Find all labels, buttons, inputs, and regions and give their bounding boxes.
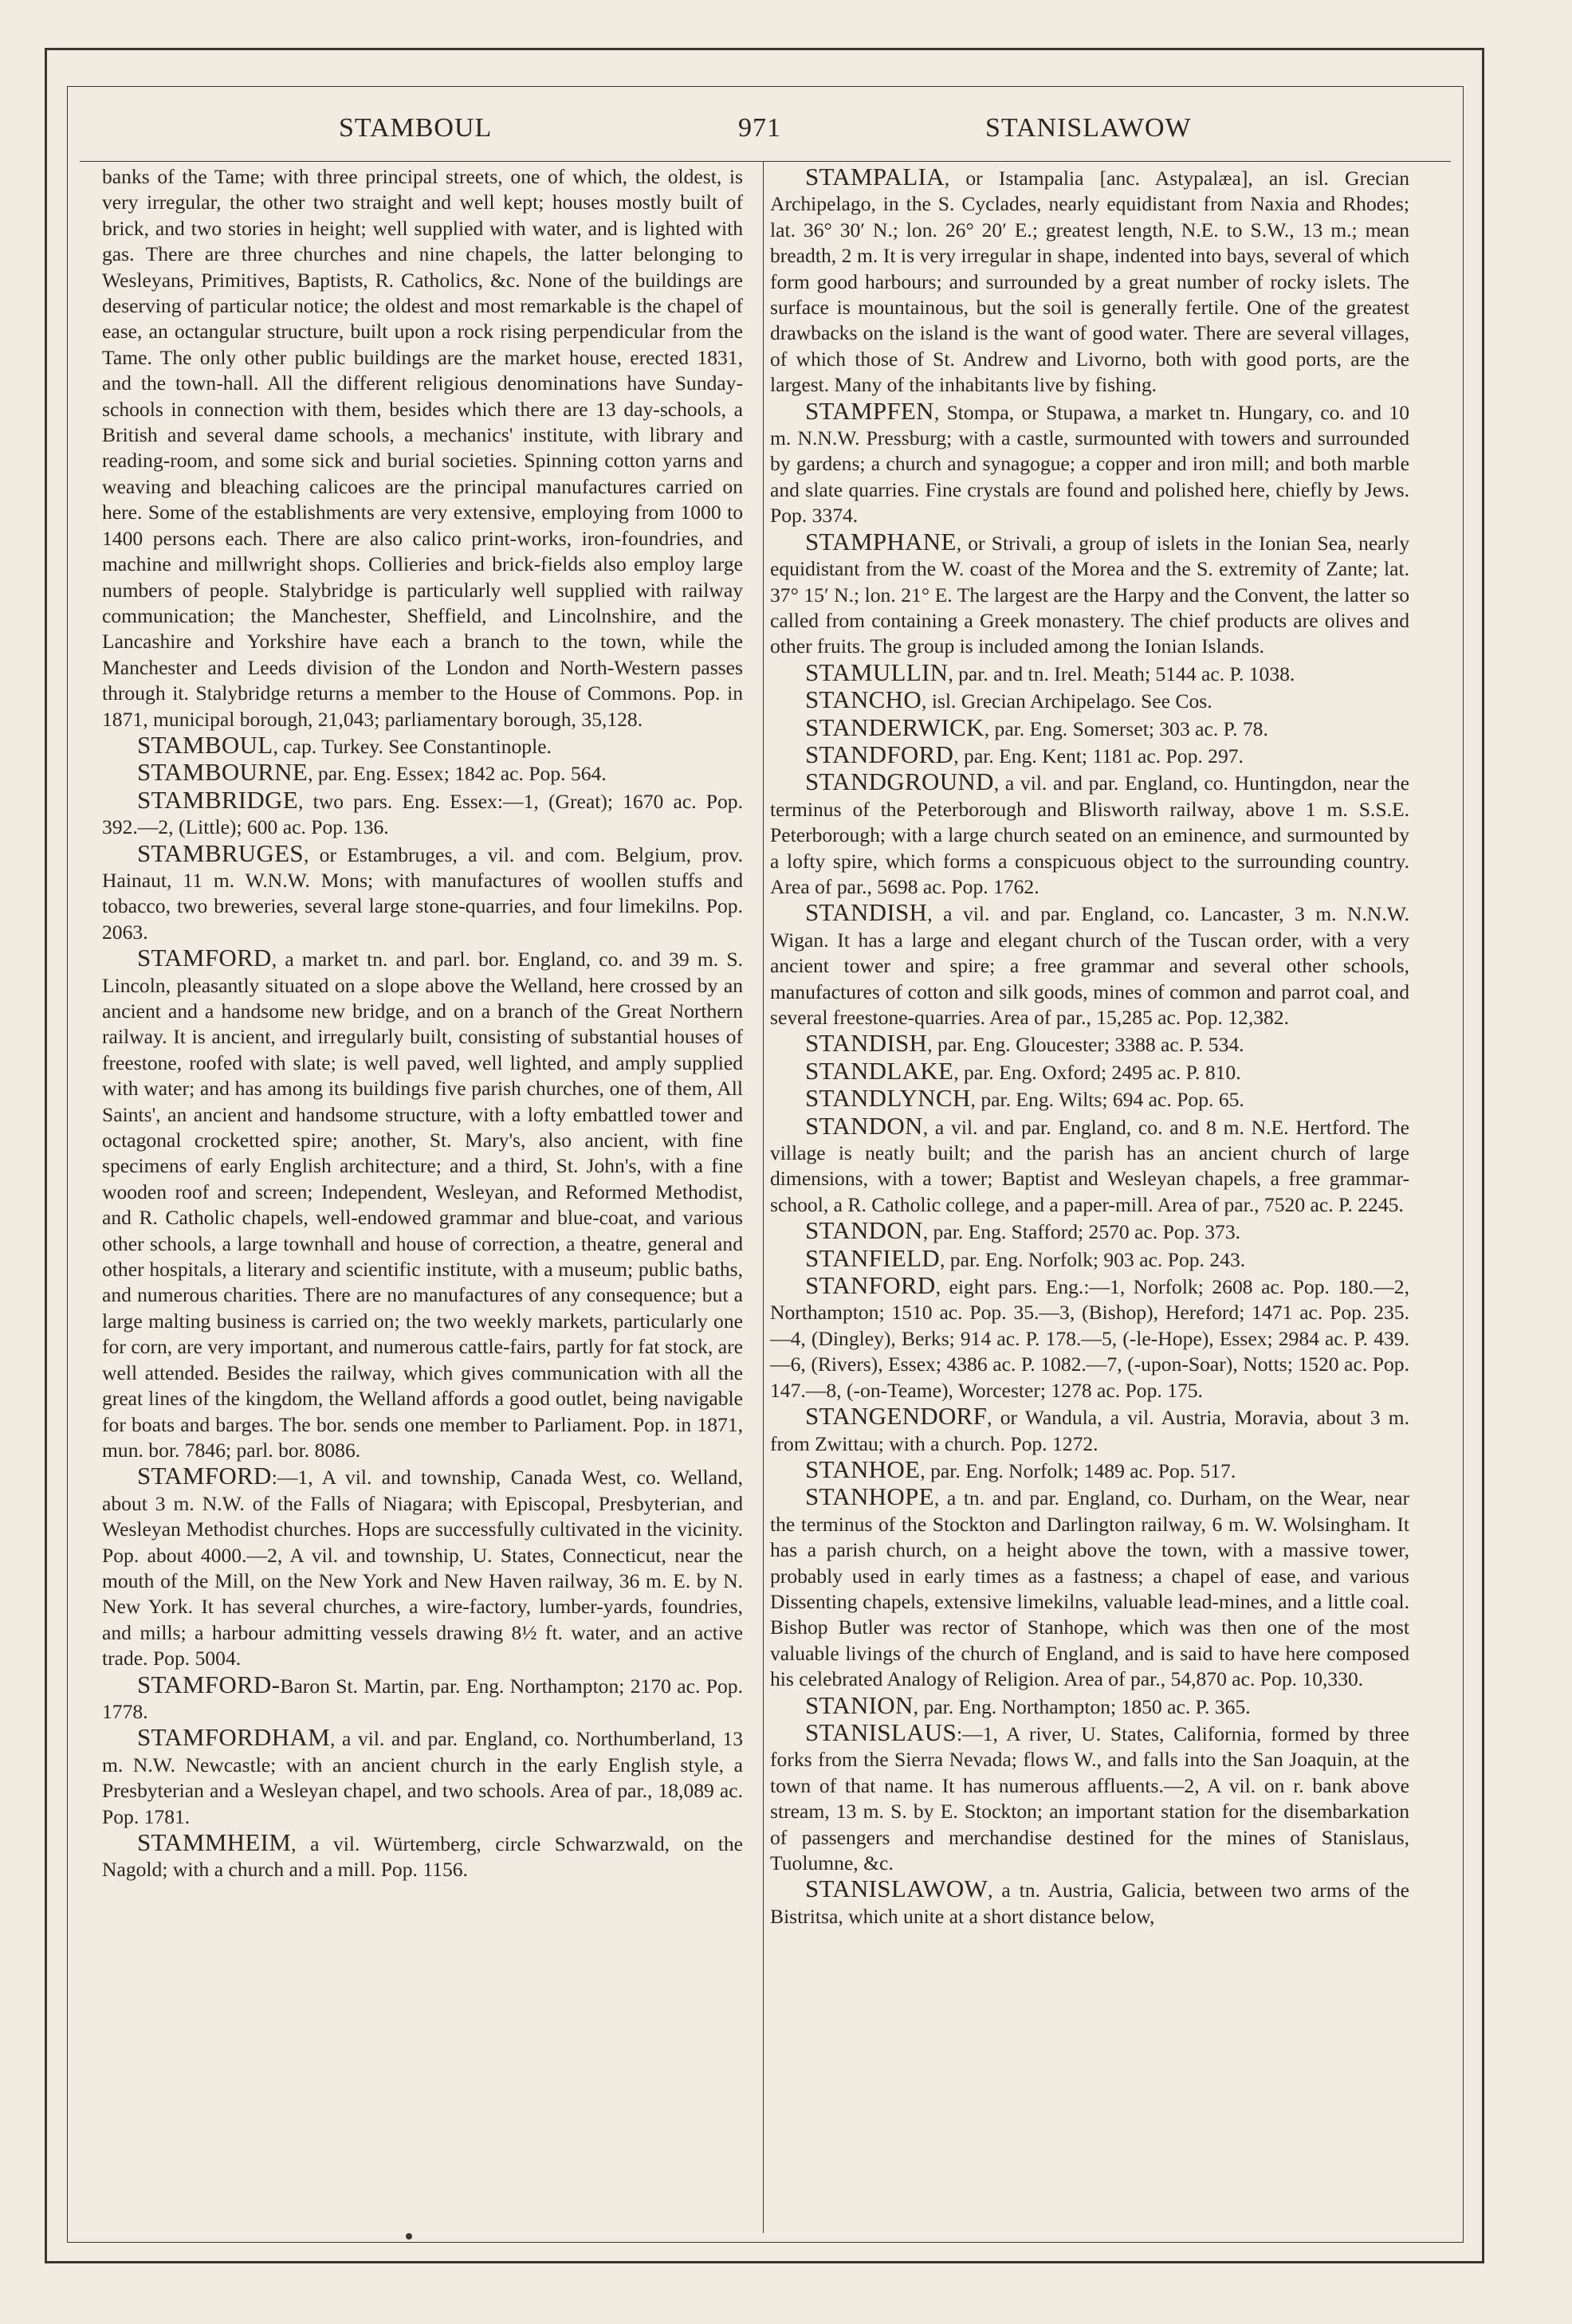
gazetteer-entry-standish-1 [770,900,1409,1030]
entry-text: , a market tn. and parl. bor. England, co. and 39 m. S. Lincoln, pleasantly situated on a slope above the Welland, here crossed by an ancient and a handsome new bridge, and on a branch of the Great Northern railway. It is ancient, and irregularly built, consisting of substantial houses of freestone, roofed with slate; is well paved, well lighted, and amply supplied with water; and has among its buildings five parish churches, one of them, All Saints', an ancient and handsome structure, with a lofty embattled tower and octagonal crocketted spire; another, St. Mary's, also ancient, with fine specimens of early English architecture; and a third, St. John's, with a fine wooden roof and screen; Independent, Wesleyan, and Reformed Methodist, and R. Catholic chapels, well-endowed grammar and blue-coat, and various other schools, a large townhall and house of correction, a theatre, general and other hospitals, a literary and scientific institute, with a museum; public baths, and numerous charities. There are no manufactures of any consequence; but a large malting business is carried on; the two weekly markets, particularly one for corn, are very important, and numerous cattle-fairs, partly for fat stock, are well attended. Besides the railway, which gives communication with all the great lines of the kingdom, the Welland affords a good outlet, being navigable for boats and barges. The bor. sends one member to Parliament. Pop. in 1871, mun. bor. 7846; parl. bor. 8086. [102,948,743,1462]
gazetteer-entry-standlake [770,1058,1409,1085]
right-column [770,164,1409,1929]
entry-headword: STANDON [805,1216,923,1245]
page-number: 971 [738,113,781,143]
gazetteer-entry-standish-2 [770,1030,1409,1058]
entry-text: , par. Eng. Stafford; 2570 ac. Pop. 373. [922,1220,1241,1244]
entry-text: banks of the Tame; with three principal streets, one of which, the oldest, is very irregular, the other two straight and well kept; houses mostly built of brick, and two stories in height; well supplied with water, and is lighted with gas. There are three churches and nine chapels, the latter belonging to Wesleyans, Primitives, Baptists, R. Catholics, &c. None of the buildings are deserving of particular notice; the oldest and most remarkable is the chapel of ease, an octangular structure, built upon a rock rising perpendicular from the Tame. The only other public buildings are the market house, erected 1831, and the town-hall. All the different religious denominations have Sunday-schools in connection with them, besides which there are 13 day-schools, a British and several dame schools, a mechanics' institute, with library and reading-room, and some sick and burial societies. Spinning cotton yarns and weaving and bleaching calicoes are the principal manufactures carried on here. Some of the establishments are very extensive, employing from 1000 to 1400 persons each. There are also calico print-works, iron-foundries, and machine and millwright shops. Collieries and brick-fields also employ large numbers of people. Stalybridge is particularly well supplied with railway communication; the Manchester, Sheffield, and Lincolnshire, and the Lancashire and Yorkshire have each a branch to the town, while the Manchester and Leeds division of the London and North-Western passes through it. Stalybridge returns a member to the House of Commons. Pop. in 1871, municipal borough, 21,043; parliamentary borough, 35,128. [102,165,743,731]
entry-headword: STANDGROUND [805,767,994,796]
gazetteer-entry-stamford-2 [102,1463,743,1671]
entry-headword: STAMFORD [137,1462,272,1490]
entry-headword: STANDISH [805,1029,928,1058]
entry-headword: STANDON [805,1111,923,1140]
entry-text: , par. Eng. Kent; 1181 ac. Pop. 297. [953,744,1244,767]
entry-headword: STANISLAUS [805,1717,957,1746]
entry-headword: STAMBRUGES [137,838,304,867]
entry-text: , par. Eng. Norfolk; 1489 ac. Pop. 517. [920,1458,1236,1482]
entry-text: , or Istampalia [anc. Astypalæa], an isl. Grecian Archipelago, in the S. Cyclades, nearly equidistant from Naxia and Rhodes; lat. 36° 30′ N.; lon. 26° 20′ E.; greatest length, N.E. to S.W., 13 m.; mean breadth, 2 m. It is very irregular in shape, indented into bays, several of which form good harbours; and surrounded by a great number of rocky islets. The surface is mountainous, but the soil is generally fertile. One of the greatest drawbacks on the island is the want of good water. There are several villages, of which those of St. Andrew and Livorno, both with good ports, are the largest. Many of the inhabitants live by fishing. [770,167,1409,397]
entry-text: , a vil. Würtemberg, circle Schwarzwald, on the Nagold; with a church and a mill. Pop. 1156. [102,1832,743,1882]
entry-headword: STAMPFEN [805,396,934,425]
entry-headword: STANFIELD [805,1243,940,1272]
gazetteer-entry-standon-2 [770,1218,1409,1245]
entry-headword: STANDISH [805,898,928,927]
gazetteer-entry-stalybridge-cont [102,164,743,732]
gazetteer-entry-stanfield [770,1243,1409,1273]
header-left-guideword: STAMBOUL [339,113,493,143]
gazetteer-entry-stangendorf [770,1403,1409,1457]
entry-headword: STANION [805,1690,914,1719]
entry-text: , par. Eng. Oxford; 2495 ac. P. 810. [953,1060,1241,1084]
entry-text: , a vil. and par. England, co. and 8 m. N.E. Hertford. The village is neatly built; and the parish has an ancient church of large dimensions, with a tower; Baptist and Wesleyan chapels, a free grammar-school, a R. Catholic college, and a paper-mill. Area of par., 7520 ac. P. 2245. [770,1115,1409,1216]
entry-text: , par. Eng. Norfolk; 903 ac. Pop. 243. [940,1247,1246,1271]
gazetteer-entry-stamford-baron [102,1672,743,1725]
gazetteer-entry-stamboul [102,732,743,760]
entry-text: :—1, A vil. and township, Canada West, co. Welland, about 3 m. N.W. of the Falls of Niagara; with Episcopal, Presbyterian, and Wesleyan Methodist churches. Hops are successfully cultivated in the vicinity. Pop. about 4000.—2, A vil. and township, U. States, Connecticut, near the mouth of the Mill, on the New York and New Haven railway, 36 m. E. by N. New York. It has several churches, a wire-factory, lumber-yards, foundries, and mills; a harbour admitting vessels drawing 8½ ft. water, and an active trade. Pop. 5004. [102,1466,743,1670]
entry-text: , Stompa, or Stupawa, a market tn. Hungary, co. and 10 m. N.N.W. Pressburg; with a castle, surmounted with towers and surrounded by gardens; a church and synagogue; a copper and iron mill; and both marble and slate quarries. Fine crystals are found and polished here, chiefly by Jews. Pop. 3374. [770,400,1409,528]
gazetteer-entry-stanislaus [770,1717,1409,1876]
entry-headword: STANHOE [805,1454,921,1483]
gazetteer-entry-stamullin [770,660,1409,687]
gazetteer-entry-stanislawow [770,1876,1409,1929]
header-rule [80,161,1451,162]
entry-headword: STANCHO [805,685,922,714]
gazetteer-entry-standground [770,769,1409,900]
gazetteer-entry-standerwick [770,715,1409,742]
gazetteer-entry-stambridge [102,787,743,841]
entry-text: , a vil. and par. England, co. Huntingdon, near the terminus of the Peterborough and Blisworth railway, above 1 m. S.S.E. Peterborough; with a large church seated on an eminence, and surmounted by a lofty spire, which forms a conspicuous object to the surrounding country. Area of par., 5698 ac. Pop. 1762. [770,771,1409,898]
entry-text: :—1, A river, U. States, California, formed by three forks from the Sierra Nevada; flows W., and falls into the San Joaquin, at the town of that name. It has numerous affluents.—2, A vil. on r. bank above stream, 13 m. S. by E. Stockton; an important station for the disembarkation of passengers and merchandise destined for the mines of Stanislaus, Tuolumne, &c. [770,1721,1409,1875]
entry-text: , isl. Grecian Archipelago. See Cos. [922,689,1212,713]
entry-text: , or Estambruges, a vil. and com. Belgium, prov. Hainaut, 11 m. W.N.W. Mons; with manufactures of woollen stuffs and tobacco, two breweries, several large stone-quarries, and four limekilns. Pop. 2063. [102,842,743,944]
entry-headword: STANHOPE [805,1482,934,1511]
entry-headword: STANFORD [805,1271,936,1300]
entry-headword: STAMBOURNE [137,758,309,787]
gazetteer-entry-stamphane [770,529,1409,660]
entry-text: , eight pars. Eng.:—1, Norfolk; 2608 ac. Pop. 180.—2, Northampton; 1510 ac. Pop. 35.—3, (Bishop), Hereford; 1471 ac. Pop. 235.—4, (Dingley), Berks; 914 ac. P. 178.—5, (-le-Hope), Essex; 2984 ac. P. 439.—6, (Rivers), Essex; 4386 ac. P. 1082.—7, (-upon-Soar), Notts; 1520 ac. Pop. 147.—8, (-on-Teame), Worcester; 1278 ac. Pop. 175. [770,1275,1409,1402]
header-right-guideword: STANISLAWOW [985,113,1192,143]
entry-text: , par. Eng. Essex; 1842 ac. Pop. 564. [308,762,607,786]
entry-headword: STAMFORD- [137,1670,281,1698]
gazetteer-entry-standlynch [770,1085,1409,1113]
entry-headword: STANDERWICK [805,713,984,741]
column-divider [763,161,764,2233]
entry-headword: STANDLAKE [805,1056,954,1085]
entry-headword: STAMBRIDGE [137,785,299,814]
entry-text: , cap. Turkey. See Constantinople. [273,734,552,758]
entry-text: , a tn. Austria, Galicia, between two arms of the Bistritsa, which unite at a short distance below, [770,1878,1409,1928]
entry-text: , a tn. and par. England, co. Durham, on the Wear, near the terminus of the Stockton and Darlington railway, 6 m. W. Wolsingham. It has a parish church, on a height above the town, with a massive tower, probably used in early times as a fastness; a chapel of ease, and various Dissenting chapels, extensive limekilns, valuable lead-mines, and a little coal. Bishop Butler was rector of Stanhope, which was then one of the most valuable livings of the church of England, and is said to have here composed his celebrated Analogy of Religion. Area of par., 54,870 ac. Pop. 10,330. [770,1486,1409,1691]
left-column [102,164,743,1883]
entry-text: , a vil. and par. England, co. Northumberland, 13 m. N.W. Newcastle; with an ancient church in the early English style, a Presbyterian and a Wesleyan chapel, and two schools. Area of par., 18,089 ac. Pop. 1781. [102,1727,743,1828]
entry-text: , par. Eng. Somerset; 303 ac. P. 78. [984,716,1268,740]
gazetteer-entry-stammheim [102,1830,743,1883]
entry-text: , par. Eng. Wilts; 694 ac. Pop. 65. [970,1088,1244,1112]
entry-text: , or Strivali, a group of islets in the Ionian Sea, nearly equidistant from the W. coast of the Morea and the S. extremity of Zante; lat. 37° 15′ N.; lon. 21° E. The largest are the Harpy and the Convent, the latter so called from containing a Greek monastery. The chief products are olives and other fruits. The group is included among the Ionian Islands. [770,531,1409,658]
entry-text: , par. Eng. Northampton; 1850 ac. P. 365. [913,1694,1251,1718]
entry-text: , par. and tn. Irel. Meath; 5144 ac. P. 1038. [948,661,1295,685]
entry-headword: STAMULLIN [805,658,949,686]
entry-headword: STANGENDORF [805,1402,988,1431]
gazetteer-entry-stanhope [770,1484,1409,1692]
entry-text: , par. Eng. Gloucester; 3388 ac. P. 534. [927,1033,1244,1057]
entry-headword: STANDLYNCH [805,1084,971,1113]
gazetteer-entry-stanhoe [770,1454,1409,1484]
gazetteer-entry-stampalia [770,164,1409,398]
entry-text: , or Wandula, a vil. Austria, Moravia, about 3 m. from Zwittau; with a church. Pop. 1272. [770,1406,1409,1455]
bottom-ornament-dot [406,2233,412,2240]
gazetteer-entry-stampfen [770,398,1409,529]
entry-headword: STANDFORD [805,740,954,768]
gazetteer-entry-stamfordham [102,1725,743,1830]
entry-headword: STAMPALIA [805,163,945,190]
gazetteer-entry-stamford-eng [102,945,743,1463]
gazetteer-entry-stancho [770,687,1409,714]
gazetteer-entry-stambruges [102,838,743,946]
gazetteer-entry-stanion [770,1690,1409,1720]
entry-headword: STAMFORDHAM [137,1723,330,1752]
entry-headword: STAMMHEIM [137,1828,292,1856]
gazetteer-entry-stambourne [102,760,743,787]
entry-headword: STAMPHANE [805,527,957,555]
gazetteer-entry-stanford [770,1273,1409,1403]
entry-headword: STAMFORD [137,944,272,972]
gazetteer-entry-standford [770,742,1409,769]
running-header [80,102,1451,158]
entry-text: , two pars. Eng. Essex:—1, (Great); 1670 ac. Pop. 392.—2, (Little); 600 ac. Pop. 136. [102,789,743,839]
entry-headword: STAMBOUL [137,730,273,759]
entry-text: , a vil. and par. England, co. Lancaster, 3 m. N.N.W. Wigan. It has a large and elegant church of the Tuscan order, with a very ancient tower and spire; a free grammar and several other schools, manufactures of cotton and silk goods, mines of common and parrot coal, and several freestone-quarries. Area of par., 15,285 ac. Pop. 12,382. [770,902,1409,1029]
entry-headword: STANISLAWOW [805,1875,988,1903]
entry-text: Baron St. Martin, par. Eng. Northampton; 2170 ac. Pop. 1778. [102,1674,743,1723]
gazetteer-entry-standon-1 [770,1113,1409,1219]
